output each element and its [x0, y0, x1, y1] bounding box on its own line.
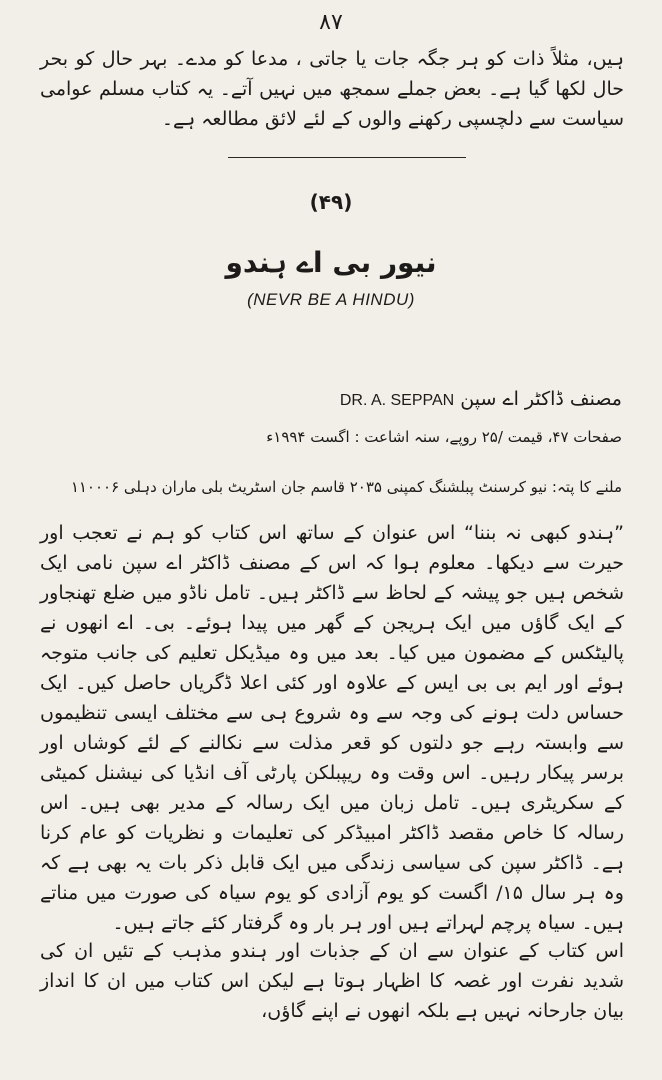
book-title-english: (NEVR BE A HINDU): [247, 290, 415, 309]
author-line: [38, 388, 622, 410]
book-title-urdu: نیور بی اے ہندو: [225, 246, 437, 279]
review-paragraph-2: اس کتاب کے عنوان سے ان کے جذبات اور ہندو مذہب کے تئیں ان کی شدید نفرت اور غصہ کا اظہار ہوتا ہے لیکن اس کتاب میں ان کا انداز بیان جارحانہ نہیں ہے بلکہ انھوں نے اپنے گاؤں،: [40, 940, 624, 1022]
author-english: DR. A. SEPPAN: [339, 392, 455, 409]
review-paragraph-1: ”ہندو کبھی نہ بننا“ اس عنوان کے ساتھ اس کتاب کو ہم نے تعجب اور حیرت سے دیکھا۔ معلوم ہوا کہ اس کے مصنف ڈاکٹر اے سپن نامی ایک شخص ہیں جو پیشہ کے لحاظ سے ڈاکٹر ہیں۔ تامل ناڈو میں ضلع تھنجاور کے ایک گاؤں میں ایک ہریجن کے گھر میں پیدا ہوئے۔ بی۔ اے انھوں نے پالیٹکس کے مضمون میں کیا۔ بعد میں وہ میڈیکل تعلیم کی جانب متوجہ ہوئے اور ایم بی بی ایس کے علاوہ اور کئی اعلا ڈگریاں حاصل کیں۔ ایک حساس دلت ہونے کی وجہ سے وہ شروع ہی سے مختلف ایسی تنظیموں سے وابستہ رہے جو دلتوں کو قعر مذلت سے نکالنے کے لئے کوشاں اور برسر پیکار رہیں۔ اس وقت وہ ریپبلکن پارٹی آف انڈیا کی نیشنل کمیٹی کے سکریٹری ہیں۔ تامل زبان میں ایک رسالہ کے مدیر بھی ہیں۔ اس رسالہ کا خاص مقصد ڈاکٹر امبیڈکر کی تعلیمات و نظریات کو عام کرنا ہے۔ ڈاکٹر سپن کی سیاسی زندگی میں ایک قابل ذکر بات یہ بھی ہے کہ وہ ہر سال ۱۵/ اگست کو یوم آزادی کو یوم سیاہ کی صورت میں مناتے ہیں۔ سیاہ پرچم لہراتے ہیں اور ہر بار وہ گرفتار کئے جاتے ہیں۔: [40, 522, 624, 934]
section-divider: [228, 157, 466, 158]
publication-info: صفحات ۴۷، قیمت /۲۵ روپے، سنہ اشاعت : اگست ۱۹۹۴ء: [266, 428, 622, 446]
author-label: مصنف ڈاکٹر اے سپن: [460, 388, 622, 410]
intro-paragraph: ہیں، مثلاً ذات کو ہر جگہ جات یا جاتی ، مدعا کو مدے۔ بہر حال کو بحر حال لکھا گیا ہے۔ بعض جملے سمجھ میں نہیں آتے۔ یہ کتاب مسلم عوامی سیاست سے دلچسپی رکھنے والوں کے لئے لائق مطالعہ ہے۔: [40, 48, 624, 130]
page-number: ۸۷: [319, 10, 343, 35]
chapter-number: (۴۹): [309, 190, 353, 214]
publisher-address: ملنے کا پتہ: نیو کرسنٹ پبلشنگ کمپنی ۲۰۳۵ قاسم جان اسٹریٹ بلی ماران دہلی ۱۱۰۰۰۶: [70, 478, 622, 496]
